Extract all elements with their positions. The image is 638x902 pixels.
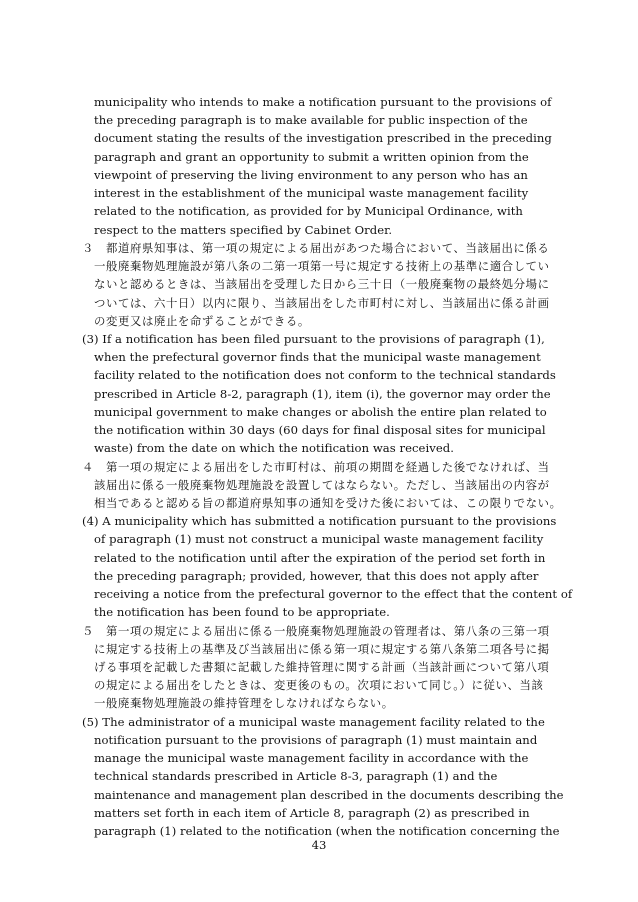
text-line: (3) If a notification has been filed pursuant to the provisions of paragraph (1),: [82, 331, 545, 346]
text-line: prescribed in Article 8-2, paragraph (1), item (i), the governor may order the: [94, 386, 551, 401]
text-line: the notification has been found to be appropriate.: [94, 605, 390, 620]
text-line: municipal government to make changes or abolish the entire plan related to: [94, 404, 547, 419]
page-number: 43: [311, 838, 327, 852]
text-line: when the prefectural governor finds that the municipal waste management: [94, 350, 541, 365]
japanese-text-line: ３ 都道府県知事は、第一項の規定による届出があつた場合において、当該届出に係る: [82, 240, 550, 255]
text-line: respect to the matters specified by Cabinet Order.: [94, 222, 393, 237]
text-line: related to the notification until after the expiration of the period set forth in: [94, 550, 546, 565]
text-line: waste) from the date on which the notification was received.: [94, 441, 454, 456]
japanese-text-line: ついては、六十日）以内に限り、当該届出をした市町村に対し、当該届出に係る計画: [94, 295, 550, 310]
japanese-text-line: ないと認めるときは、当該届出を受理した日から三十日（一般廃棄物の最終処分場に: [94, 277, 550, 292]
text-line: the preceding paragraph is to make available for public inspection of the: [94, 113, 528, 128]
text-line: document stating the results of the investigation prescribed in the preceding: [94, 131, 552, 146]
japanese-text-line: に規定する技術上の基準及び当該届出に係る第一項に規定する第八条第二項各号に掲: [94, 641, 550, 656]
text-line: (5) The administrator of a municipal waste management facility related to the: [82, 714, 545, 729]
japanese-text-line: 該届出に係る一般廃棄物処理施設を設置してはならない。ただし、当該届出の内容が: [94, 477, 550, 492]
text-line: of paragraph (1) must not construct a municipal waste management facility: [94, 532, 544, 547]
text-line: viewpoint of preserving the living environment to any person who has an: [94, 167, 528, 182]
text-line: the preceding paragraph; provided, however, that this does not apply after: [94, 568, 539, 583]
japanese-text-line: ４ 第一項の規定による届出をした市町村は、前項の期間を経過した後でなければ、当: [82, 459, 550, 474]
text-line: paragraph (1) related to the notification (when the notification concerning the: [94, 824, 560, 838]
japanese-text-line: の変更又は廃止を命ずることができる。: [94, 313, 310, 328]
text-line: paragraph and grant an opportunity to submit a written opinion from the: [94, 149, 529, 164]
text-line: related to the notification, as provided for by Municipal Ordinance, with: [94, 204, 523, 219]
text-line: the notification within 30 days (60 days for final disposal sites for municipal: [94, 423, 546, 438]
text-line: (4) A municipality which has submitted a notification pursuant to the provisions: [82, 514, 557, 529]
japanese-text-line: 相当であると認める旨の都道府県知事の通知を受けた後においては、この限りでない。: [94, 496, 562, 510]
text-line: notification pursuant to the provisions of paragraph (1) must maintain and: [94, 732, 538, 747]
text-line: interest in the establishment of the municipal waste management facility: [94, 186, 529, 201]
text-line: municipality who intends to make a notification pursuant to the provisions of: [94, 95, 552, 109]
text-line: matters set forth in each item of Article 8, paragraph (2) as prescribed in: [94, 805, 530, 820]
text-line: manage the municipal waste management facility in accordance with the: [94, 751, 529, 766]
japanese-text-line: 一般廃棄物処理施設の維持管理をしなければならない。: [94, 696, 394, 711]
text-line: receiving a notice from the prefectural governor to the effect that the content of: [94, 587, 573, 602]
text-line: technical standards prescribed in Article 8-3, paragraph (1) and the: [94, 769, 498, 784]
text-line: maintenance and management plan described in the documents describing the: [94, 787, 564, 802]
japanese-text-line: げる事項を記載した書類に記載した維持管理に関する計画（当該計画について第八項: [94, 660, 550, 674]
japanese-text-line: 一般廃棄物処理施設が第八条の二第一項第一号に規定する技術上の基準に適合してい: [94, 259, 550, 273]
text-line: facility related to the notification does not conform to the technical standards: [94, 368, 556, 383]
japanese-text-line: の規定による届出をしたときは、変更後のもの。次項において同じ。）に従い、当該: [94, 678, 544, 693]
japanese-text-line: ５ 第一項の規定による届出に係る一般廃棄物処理施設の管理者は、第八条の三第一項: [82, 623, 550, 638]
